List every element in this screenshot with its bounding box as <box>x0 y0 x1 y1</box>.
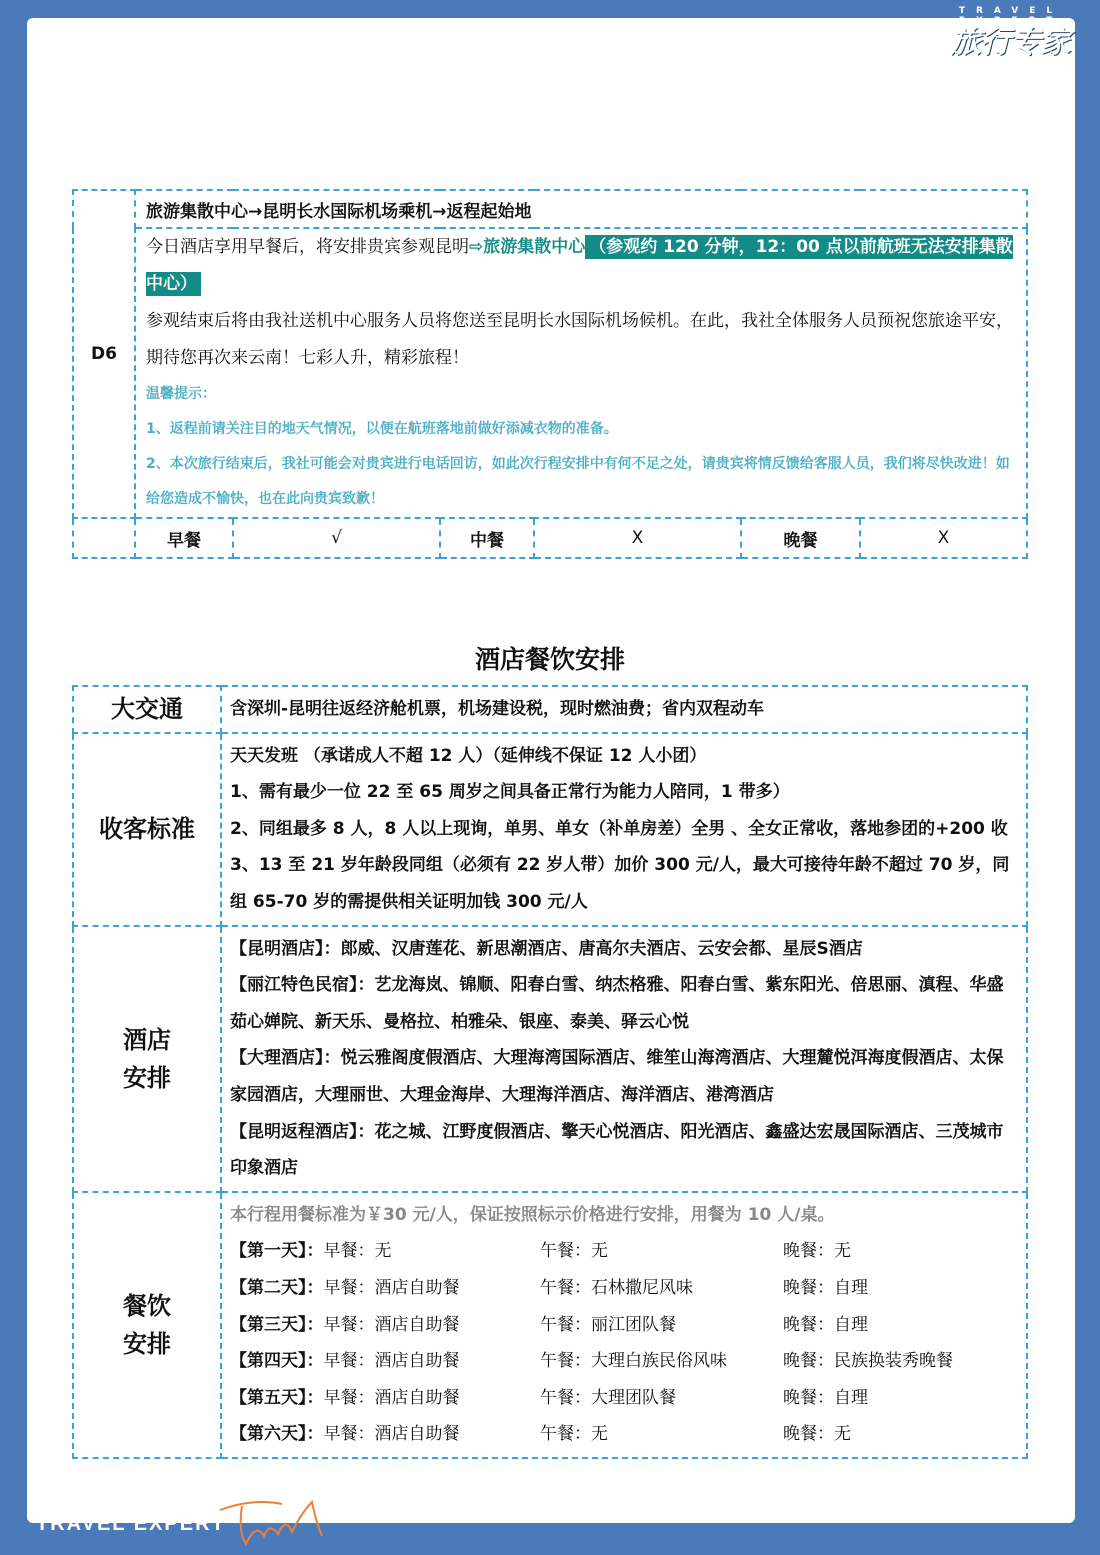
brand-en: TRAVEL EXPERT <box>958 6 1064 26</box>
p1-pre: 今日酒店享用早餐后，将安排贵宾参观昆明 <box>146 237 469 257</box>
dining-day-row <box>230 1416 1018 1453</box>
day-route: 旅游集散中心→昆明长水国际机场乘机→返程起始地 <box>135 190 1027 228</box>
dining-day-cell <box>230 1270 540 1307</box>
breakfast-value: √ <box>233 518 440 558</box>
dining-breakfast: 早餐：酒店自助餐 <box>323 1314 460 1335</box>
dining-dinner: 晚餐：无 <box>783 1241 851 1262</box>
hotel-header-l1: 酒店 <box>123 1025 171 1054</box>
tip-1: 1、返程前请关注目的地天气情况，以便在航班落地前做好添减衣物的准备。 <box>146 421 618 437</box>
lunch-value: X <box>534 518 741 558</box>
dining-day-cell <box>230 1343 540 1380</box>
dining-day-label: 【第四天】： <box>230 1351 324 1372</box>
dining-lunch: 午餐：大理白族民俗风味 <box>540 1351 727 1372</box>
dining-lunch: 午餐：丽江团队餐 <box>540 1314 676 1335</box>
dining-dinner: 晚餐：自理 <box>783 1387 868 1408</box>
dining-dinner: 晚餐：民族换装秀晚餐 <box>783 1351 953 1372</box>
dining-content <box>221 1192 1027 1458</box>
lunch-label: 中餐 <box>440 518 534 558</box>
hotel-line: 【昆明酒店】：郎威、汉唐莲花、新思潮酒店、唐高尔夫酒店、云安会都、星辰S酒店 <box>230 938 863 959</box>
dining-days <box>230 1233 1018 1453</box>
dining-dinner: 晚餐：自理 <box>783 1314 868 1335</box>
hotel-line: 【大理酒店】：悦云雅阁度假酒店、大理海湾国际酒店、维笙山海湾酒店、大理麓悦洱海度假酒店、太保家园酒店，大理丽世、大理金海岸、大理海洋酒店、海洋酒店、港湾酒店 <box>230 1048 1004 1105</box>
travel-script-icon <box>212 1492 332 1552</box>
standard-line: 3、13 至 21 岁年龄段同组（必须有 22 岁人带）加价 300 元/人，最大可接待年龄不超过 70 岁，同组 65-70 岁的需提供相关证明加钱 300 元/人 <box>230 855 1010 912</box>
dining-day-row <box>230 1380 1018 1417</box>
dining-breakfast: 早餐：酒店自助餐 <box>323 1424 460 1445</box>
meal-row <box>73 518 1027 558</box>
brand-logo <box>936 6 1086 58</box>
dining-header-l2: 安排 <box>123 1329 171 1358</box>
dining-lunch: 午餐：无 <box>540 1424 608 1445</box>
dining-day-row <box>230 1270 1018 1307</box>
dining-lunch: 午餐：大理团队餐 <box>540 1387 676 1408</box>
dining-intro: 本行程用餐标准为￥30 元/人，保证按照标示价格进行安排，用餐为 10 人/桌。 <box>230 1204 835 1225</box>
hotel-header <box>73 926 221 1192</box>
day-label: D6 <box>73 190 135 518</box>
dining-breakfast: 早餐：无 <box>323 1241 392 1262</box>
dining-day-cell <box>230 1416 540 1453</box>
dining-day-row <box>230 1233 1018 1270</box>
transport-text: 含深圳-昆明往返经济舱机票，机场建设税，现时燃油费；省内双程动车 <box>221 686 1027 733</box>
hotel-line: 【丽江特色民宿】：艺龙海岚、锦顺、阳春白雪、纳杰格雅、阳春白雪、紫东阳光、倍思丽、滇程、华盛茹心婵院、新天乐、曼格拉、柏雅朵、银座、泰美、驿云心悦 <box>230 975 1004 1032</box>
dining-day-label: 【第五天】： <box>230 1387 324 1408</box>
footer-brand: TRAVEL EXPERT <box>36 1513 226 1535</box>
dining-lunch: 午餐：石林撒尼风味 <box>540 1277 693 1298</box>
transport-header: 大交通 <box>73 686 221 733</box>
hotel-content <box>221 926 1027 1192</box>
dining-lunch: 午餐：无 <box>540 1241 608 1262</box>
dining-header <box>73 1192 221 1458</box>
standard-line: 天天发班 （承诺成人不超 12 人）（延伸线不保证 12 人小团） <box>230 745 707 766</box>
day-content <box>135 228 1027 518</box>
tips-title: 温馨提示： <box>146 386 216 402</box>
dining-day-cell <box>230 1307 540 1344</box>
dining-day-cell <box>230 1233 540 1270</box>
dining-breakfast: 早餐：酒店自助餐 <box>323 1277 460 1298</box>
dining-day-label: 【第六天】： <box>230 1424 324 1445</box>
dining-breakfast: 早餐：酒店自助餐 <box>323 1387 460 1408</box>
p1-link: ⇨旅游集散中心 <box>469 237 586 257</box>
dining-day-row <box>230 1307 1018 1344</box>
day-itinerary-table <box>72 189 1028 559</box>
hotel-header-l2: 安排 <box>123 1063 171 1092</box>
dining-day-row <box>230 1343 1018 1380</box>
meal-spacer <box>73 518 135 558</box>
dining-dinner: 晚餐：自理 <box>783 1277 868 1298</box>
dinner-value: X <box>860 518 1027 558</box>
section-title: 酒店餐饮安排 <box>474 645 625 674</box>
standard-header: 收客标准 <box>73 733 221 926</box>
standard-line: 1、需有最少一位 22 至 65 周岁之间具备正常行为能力人陪同，1 带多） <box>230 782 790 803</box>
dining-breakfast: 早餐：酒店自助餐 <box>323 1351 460 1372</box>
breakfast-label: 早餐 <box>135 518 233 558</box>
standard-line: 2、同组最多 8 人，8 人以上现询，单男、单女（补单房差）全男 、全女正常收，落地参团的+200 收 <box>230 818 1008 839</box>
dining-dinner: 晚餐：无 <box>783 1424 851 1445</box>
dining-day-label: 【第二天】： <box>230 1277 324 1298</box>
p1-highlight: （参观约 120 分钟，12：00 点以前航班无法安排集散中心） <box>146 237 1013 294</box>
hotel-dining-table <box>72 685 1028 1459</box>
dining-header-l1: 餐饮 <box>123 1291 171 1320</box>
brand-cn: 旅行专家 <box>951 25 1071 60</box>
tip-2: 2、本次旅行结束后，我社可能会对贵宾进行电话回访，如此次行程安排中有何不足之处，请贵宾将情反馈给客服人员，我们将尽快改进！如给您造成不愉快，也在此向贵宾致歉！ <box>146 456 1010 507</box>
day-paragraph-2: 参观结束后将由我社送机中心服务人员将您送至昆明长水国际机场候机。在此，我社全体服务人员预祝您旅途平安，期待您再次来云南！七彩人升，精彩旅程！ <box>146 311 1013 368</box>
day-paragraph-1 <box>136 229 1026 303</box>
dining-day-label: 【第三天】： <box>230 1314 324 1335</box>
standard-content <box>221 733 1027 926</box>
dining-day-cell <box>230 1380 540 1417</box>
dinner-label: 晚餐 <box>741 518 860 558</box>
dining-day-label: 【第一天】： <box>230 1241 324 1262</box>
hotel-line: 【昆明返程酒店】：花之城、江野度假酒店、擎天心悦酒店、阳光酒店、鑫盛达宏晟国际酒店、三茂城市印象酒店 <box>230 1121 1004 1179</box>
